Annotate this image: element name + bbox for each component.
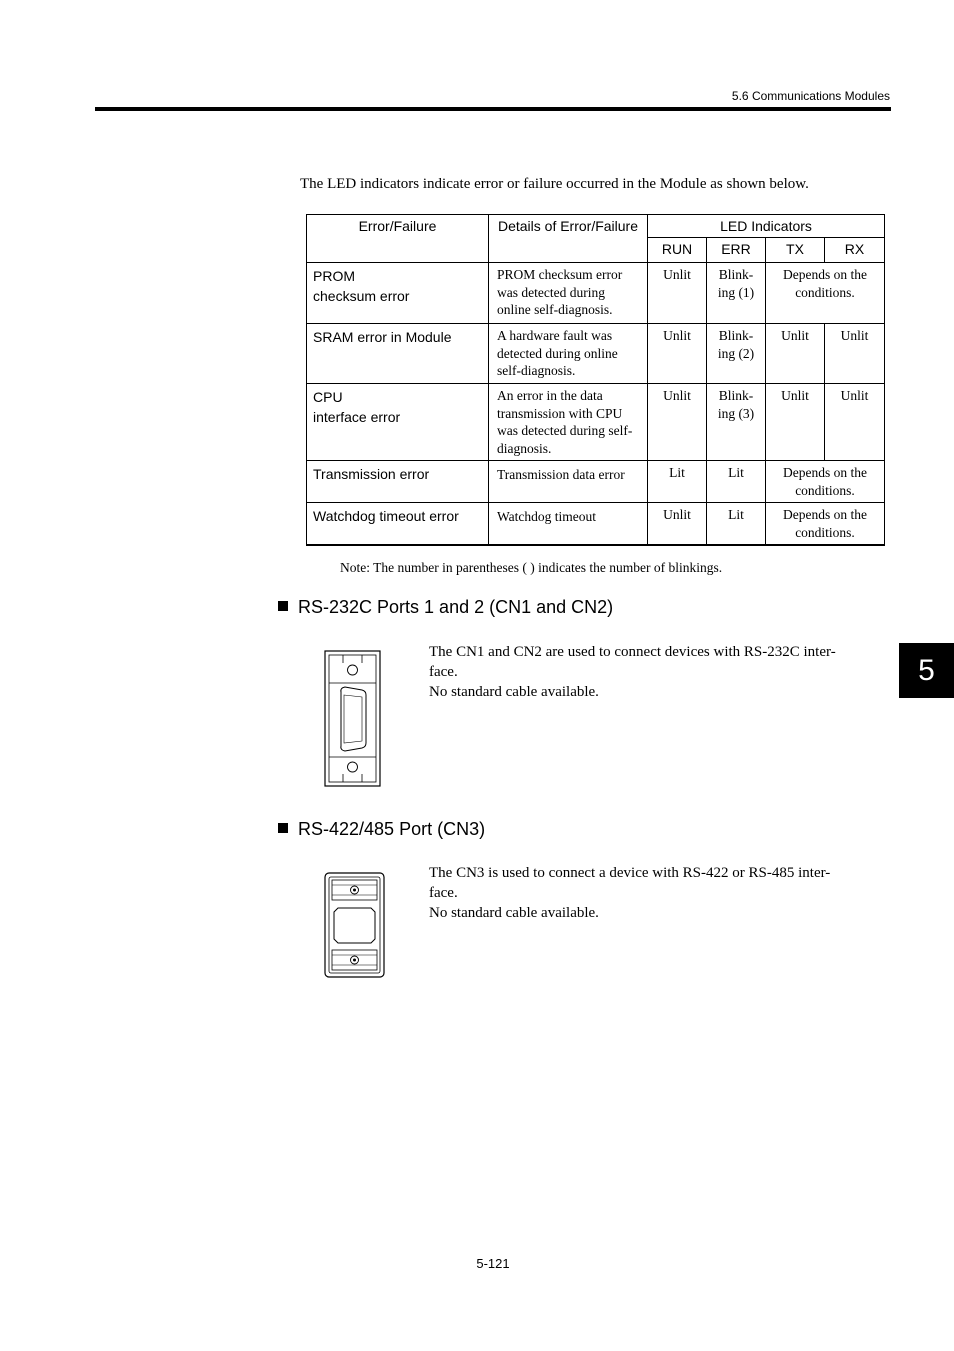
table-row (307, 324, 885, 384)
txrx-cell: Depends on the conditions. (766, 263, 885, 324)
table-row (307, 461, 885, 503)
led-indicator-table (306, 214, 885, 546)
run-cell: Unlit (648, 324, 707, 384)
square-bullet-icon (278, 601, 288, 611)
chapter-tab: 5 (899, 643, 954, 698)
error-cell: PROM checksum error (307, 263, 489, 324)
rx-cell: Unlit (825, 384, 885, 461)
tx-cell: Unlit (766, 324, 825, 384)
rs422-connector-figure (324, 872, 386, 980)
run-cell: Unlit (648, 263, 707, 324)
err-cell: Blink- ing (3) (707, 384, 766, 461)
table-note: Note: The number in parentheses ( ) indicates the number of blinkings. (340, 560, 723, 575)
table-row (307, 263, 885, 324)
err-cell: Lit (707, 503, 766, 546)
error-cell: Transmission error (307, 461, 489, 503)
txrx-cell: Depends on the conditions. (766, 503, 885, 546)
square-bullet-icon (278, 823, 288, 833)
err-cell: Blink- ing (2) (707, 324, 766, 384)
details-cell: A hardware fault was detected during online self-diagnosis. (489, 324, 648, 384)
rs232-section-title: RS-232C Ports 1 and 2 (CN1 and CN2) (278, 597, 613, 618)
error-cell: Watchdog timeout error (307, 503, 489, 546)
run-cell: Unlit (648, 384, 707, 461)
rs422-section-title: RS-422/485 Port (CN3) (278, 819, 485, 840)
details-cell: Transmission data error (489, 461, 648, 503)
details-cell: PROM checksum error was detected during online self-diagnosis. (489, 263, 648, 324)
rs232-connector-figure (324, 650, 382, 788)
col-header-details: Details of Error/Failure (489, 215, 648, 263)
col-header-err: ERR (707, 238, 766, 263)
table-row (307, 503, 885, 546)
intro-text: The LED indicators indicate error or failure occurred in the Module as shown below. (300, 176, 809, 192)
rx-cell: Unlit (825, 324, 885, 384)
header-rule (95, 107, 891, 111)
col-header-rx: RX (825, 238, 885, 263)
rs232-description: The CN1 and CN2 are used to connect devices with RS-232C inter- face. No standard cable available. (429, 644, 836, 700)
col-header-error: Error/Failure (307, 215, 489, 263)
col-header-run: RUN (648, 238, 707, 263)
col-header-tx: TX (766, 238, 825, 263)
error-cell: CPU interface error (307, 384, 489, 461)
run-cell: Lit (648, 461, 707, 503)
page-number: 5-121 (476, 1256, 510, 1271)
error-cell: SRAM error in Module (307, 324, 489, 384)
table-header-row (307, 215, 885, 238)
rs422-description: The CN3 is used to connect a device with RS-422 or RS-485 inter- face. No standard cable available. (429, 865, 831, 921)
details-cell: Watchdog timeout (489, 503, 648, 546)
tx-cell: Unlit (766, 384, 825, 461)
table-row (307, 384, 885, 461)
details-cell: An error in the data transmission with CPU was detected during self- diagnosis. (489, 384, 648, 461)
run-cell: Unlit (648, 503, 707, 546)
txrx-cell: Depends on the conditions. (766, 461, 885, 503)
running-header: 5.6 Communications Modules (731, 89, 890, 103)
err-cell: Blink- ing (1) (707, 263, 766, 324)
col-header-led: LED Indicators (648, 215, 885, 238)
err-cell: Lit (707, 461, 766, 503)
